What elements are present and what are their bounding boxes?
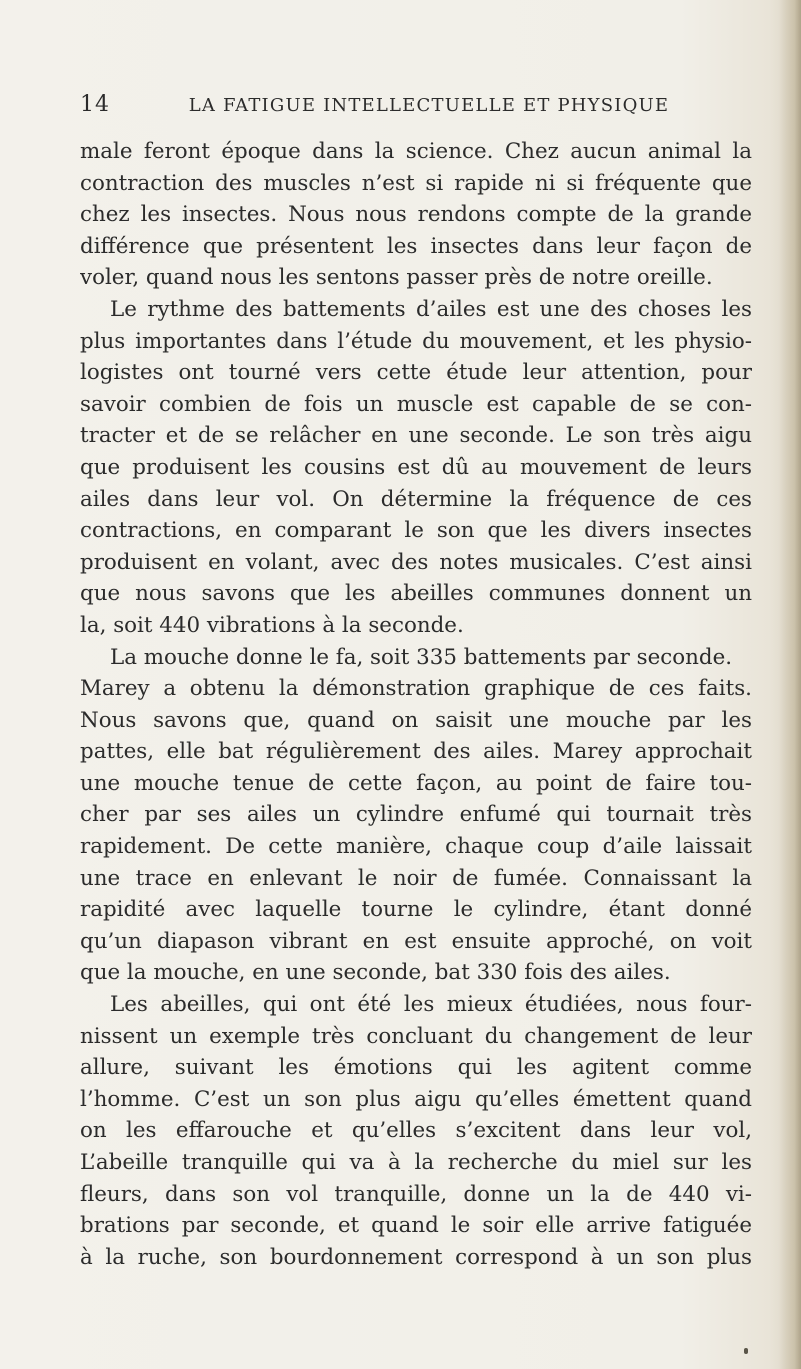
- text-line-30: allure, suivant les émotions qui les agitent comme: [80, 1055, 752, 1081]
- text-line-12: ailes dans leur vol. On détermine la fréquence de ces: [80, 486, 752, 512]
- body-text: [80, 136, 752, 1273]
- text-line-10: tracter et de se relâcher en une seconde. Le son très aigu: [80, 423, 752, 449]
- text-line-24: une trace en enlevant le noir de fumée. Connaissant la: [80, 865, 752, 891]
- text-line-34: fleurs, dans son vol tranquille, donne un la de 440 vi-: [80, 1181, 752, 1207]
- text-line-17: La mouche donne le fa, soit 335 battements par seconde.: [110, 644, 733, 670]
- text-line-19: Nous savons que, quand on saisit une mouche par les: [80, 707, 752, 733]
- ink-speck: [744, 1348, 748, 1354]
- text-line-14: produisent en volant, avec des notes musicales. C’est ainsi: [80, 549, 752, 575]
- text-line-18: Marey a obtenu la démonstration graphique de ces faits.: [80, 676, 752, 702]
- text-line-5: voler, quand nous les sentons passer près de notre oreille.: [80, 265, 713, 291]
- text-line-35: brations par seconde, et quand le soir elle arrive fatiguée: [80, 1213, 752, 1239]
- text-line-9: savoir combien de fois un muscle est capable de se con-: [80, 391, 752, 417]
- page-header: [80, 92, 752, 128]
- text-line-36: à la ruche, son bourdonnement correspond à un son plus: [80, 1244, 752, 1270]
- text-line-2: contraction des muscles n’est si rapide ni si fréquente que: [80, 170, 752, 196]
- text-line-22: cher par ses ailes un cylindre enfumé qui tournait très: [80, 802, 752, 828]
- text-line-29: nissent un exemple très concluant du changement de leur: [80, 1023, 752, 1049]
- text-line-7: plus importantes dans l’étude du mouvement, et les physio-: [80, 328, 752, 354]
- text-line-1: male feront époque dans la science. Chez aucun animal la: [80, 139, 752, 164]
- text-line-13: contractions, en comparant le son que les divers insectes: [80, 518, 752, 544]
- text-line-27: que la mouche, en une seconde, bat 330 fois des ailes.: [80, 960, 671, 986]
- text-line-4: différence que présentent les insectes dans leur façon de: [80, 233, 752, 259]
- text-line-20: pattes, elle bat régulièrement des ailes. Marey approchait: [80, 739, 752, 765]
- text-line-26: qu’un diapason vibrant en est ensuite approché, on voit: [80, 928, 752, 954]
- text-line-32: on les effarouche et qu’elles s’excitent dans leur vol,: [80, 1118, 752, 1144]
- text-line-6: Le rythme des battements d’ailes est une des choses les: [110, 296, 752, 322]
- text-line-23: rapidement. De cette manière, chaque coup d’aile laissait: [80, 834, 752, 860]
- text-line-11: que produisent les cousins est dû au mouvement de leurs: [80, 454, 752, 480]
- text-line-25: rapidité avec laquelle tourne le cylindre, étant donné: [80, 897, 752, 923]
- text-line-8: logistes ont tourné vers cette étude leur attention, pour: [80, 360, 752, 386]
- text-line-28: Les abeilles, qui ont été les mieux étudiées, nous four-: [110, 992, 752, 1018]
- page-number: 14: [80, 92, 110, 117]
- text-line-31: l’homme. C’est un son plus aigu qu’elles émettent quand: [80, 1086, 752, 1112]
- running-head: LA FATIGUE INTELLECTUELLE ET PHYSIQUE: [188, 95, 670, 116]
- text-line-15: que nous savons que les abeilles communes donnent un: [80, 581, 752, 607]
- text-line-21: une mouche tenue de cette façon, au point de faire tou-: [80, 770, 752, 796]
- text-line-33: L’abeille tranquille qui va à la recherche du miel sur les: [80, 1150, 752, 1175]
- page-edge-shadow: [779, 0, 801, 1369]
- text-line-3: chez les insectes. Nous nous rendons compte de la grande: [80, 202, 752, 228]
- text-line-16: la, soit 440 vibrations à la seconde.: [80, 612, 464, 638]
